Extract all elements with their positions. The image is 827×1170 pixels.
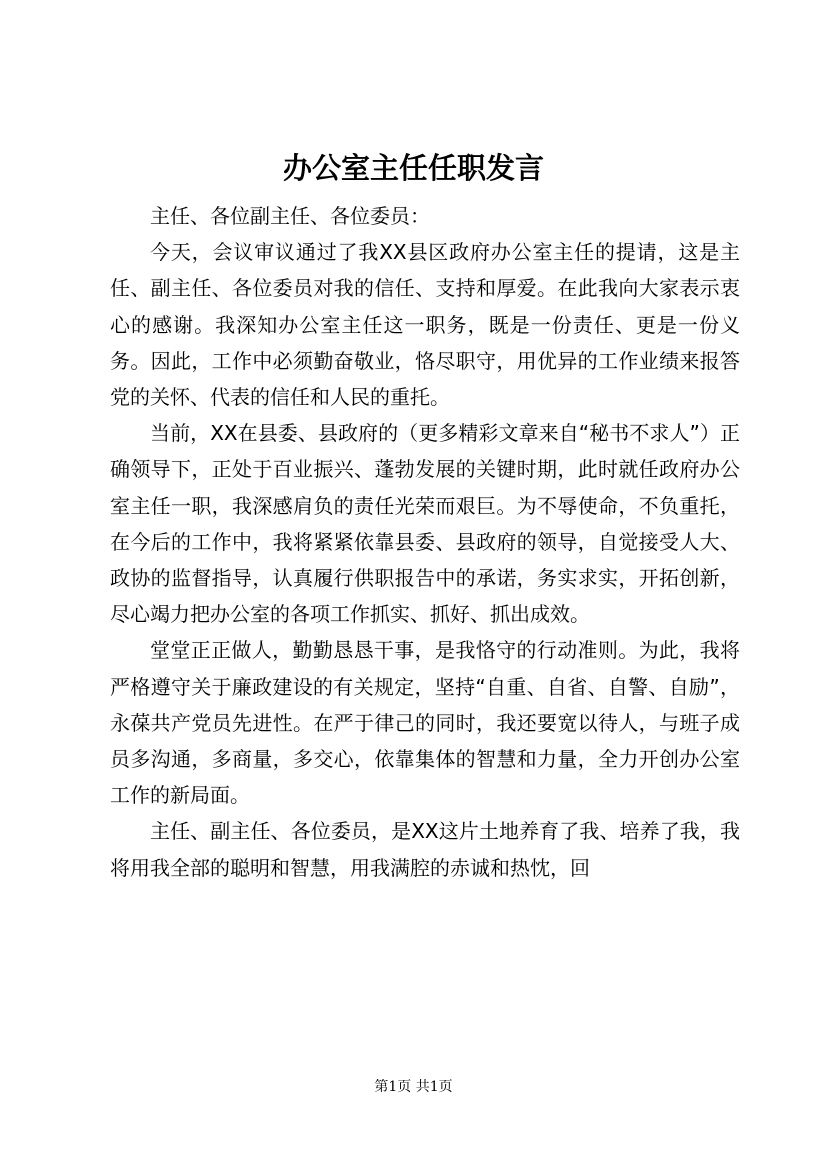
document-title: 办公室主任任职发言 bbox=[282, 151, 544, 185]
paragraph-2: 当前，XX在县委、县政府的（更多精彩文章来自“秘书不求人”）正确领导下，正处于百业振兴、蓬勃发展的关键时期，此时就任政府办公室主任一职，我深感肩负的责任光荣而艰巨。为不辱使命，不负重托，在今后的工作中，我将紧紧依靠县委、县政府的领导，自觉接受人大、政协的监督指导，认真履行供职报告中的承诺，务实求实，开拓创新，尽心竭力把办公室的各项工作抓实、抓好、抓出成效。 bbox=[110, 421, 740, 627]
paragraph-1: 今天，会议审议通过了我XX县区政府办公室主任的提请，这是主任、副主任、各位委员对我的信任、支持和厚爱。在此我向大家表示衷心的感谢。我深知办公室主任这一职务，既是一份责任、更是一份义务。因此，工作中必须勤奋敬业，恪尽职守，用优异的工作业绩来报答党的关怀、代表的信任和人民的重托。 bbox=[110, 240, 740, 410]
document-body bbox=[110, 198, 740, 886]
paragraph-3: 堂堂正正做人，勤勤恳恳干事，是我恪守的行动准则。为此，我将严格遵守关于廉政建设的有关规定，坚持“自重、自省、自警、自励”，永葆共产党员先进性。在严于律己的同时，我还要宽以待人，与班子成员多沟通，多商量，多交心，依靠集体的智慧和力量，全力开创办公室工作的新局面。 bbox=[110, 638, 740, 808]
salutation: 主任、各位副主任、各位委员： bbox=[150, 204, 430, 228]
page-footer: 第1页 共1页 bbox=[374, 1079, 453, 1095]
paragraph-4: 主任、副主任、各位委员，是XX这片土地养育了我、培养了我，我将用我全部的聪明和智慧，用我满腔的赤诚和热忱，回 bbox=[110, 819, 740, 880]
